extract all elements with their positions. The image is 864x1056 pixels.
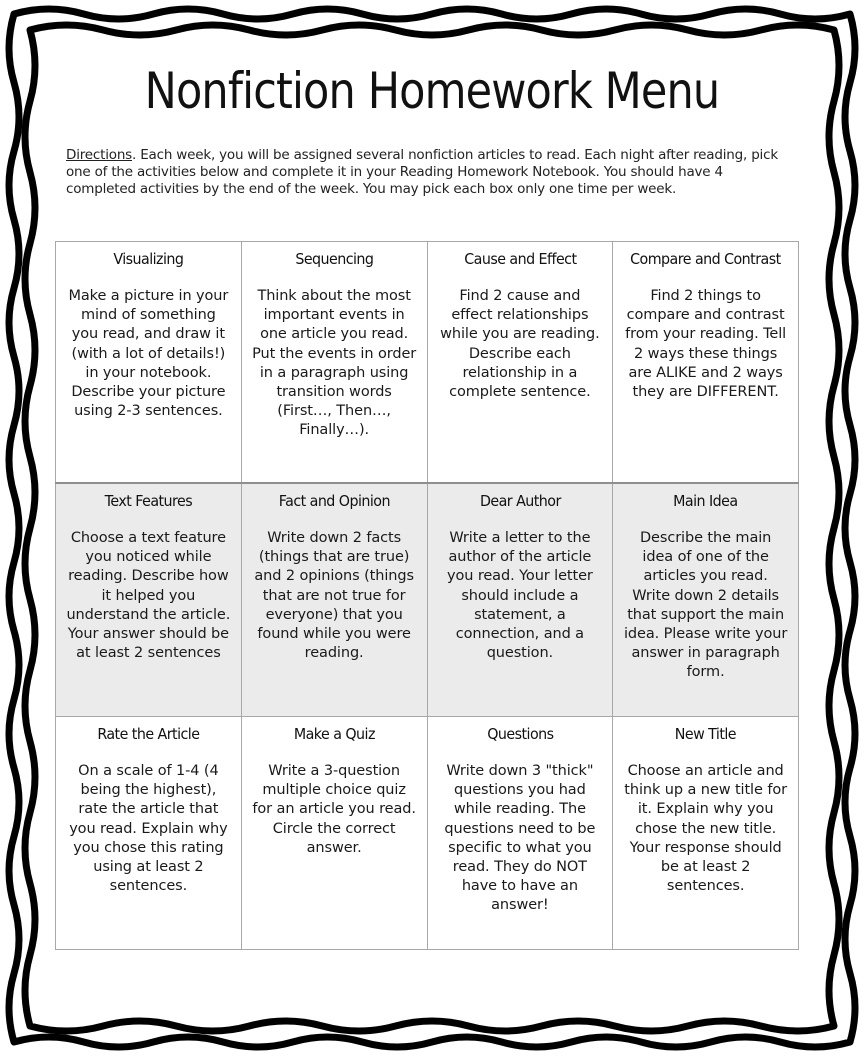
menu-cell-questions [427,717,613,950]
cell-title: Text Features [104,492,193,510]
menu-cell-dear-author [427,483,613,717]
directions-text: . Each week, you will be assigned several nonfiction articles to read. Each night after reading, pick one of the activities below and complete it in your Reading Homework Notebook. You should have 4 completed activities by the end of the week. You may pick each box only one time per week. [66,147,778,197]
cell-title: Make a Quiz [293,725,375,743]
cell-body: Describe the main idea of one of the articles you read. Write down 2 details that support the main idea. Please write your answer in paragraph form. [623,530,788,681]
menu-cell-main-idea [613,483,799,717]
cell-title: Cause and Effect [463,250,576,268]
cell-body: Think about the most important events in one article you read. Put the events in order in a paragraph using transition words (First…, Then…, Finally…). [252,288,417,439]
menu-cell-sequencing [241,242,427,484]
menu-cell-text-features [56,483,242,717]
cell-body: Choose a text feature you noticed while reading. Describe how it helped you understand the article. Your answer should be at least 2 sentences [66,530,231,662]
menu-cell-new-title [613,717,799,950]
cell-title: Dear Author [479,492,561,510]
menu-cell-compare-and-contrast [613,242,799,484]
cell-body: Make a picture in your mind of something you read, and draw it (with a lot of details!) in your notebook. Describe your picture using 2-3 sentences. [68,288,229,420]
cell-body: Choose an article and think up a new title for it. Explain why you chose the new title. Your response should be at least 2 sentences. [624,763,787,895]
cell-title: Sequencing [295,250,374,268]
cell-body: Write a letter to the author of the article you read. Your letter should include a statement, a connection, and a question. [446,530,593,662]
homework-menu-grid [55,241,799,950]
directions-label: Directions [66,147,133,163]
menu-row [56,483,799,717]
cell-body: Write down 2 facts (things that are true) and 2 opinions (things that are not true for everyone) that you found while you were reading. [254,530,414,662]
cell-title: Visualizing [113,250,184,268]
cell-title: Compare and Contrast [630,250,781,268]
cell-body: Write a 3-question multiple choice quiz for an article you read. Circle the correct answer. [252,763,416,856]
menu-row [56,242,799,484]
cell-title: New Title [675,725,737,743]
menu-row [56,717,799,950]
menu-cell-rate-the-article [56,717,242,950]
page-title: Nonfiction Homework Menu [144,62,720,120]
cell-title: Main Idea [673,492,738,510]
menu-cell-make-a-quiz [241,717,427,950]
cell-body: Write down 3 "thick" questions you had while reading. The questions need to be specific to what you read. They do NOT have to have an answer! [444,763,596,914]
cell-title: Fact and Opinion [278,492,390,510]
menu-cell-fact-and-opinion [241,483,427,717]
cell-body: On a scale of 1-4 (4 being the highest), rate the article that you read. Explain why you chose this rating using at least 2 sentences. [69,763,228,895]
menu-cell-cause-and-effect [427,242,613,484]
cell-title: Questions [486,725,553,743]
directions-paragraph [66,147,794,198]
cell-body: Find 2 things to compare and contrast from your reading. Tell 2 ways these things are ALIKE and 2 ways they are DIFFERENT. [625,288,787,401]
cell-title: Rate the Article [97,725,200,743]
menu-cell-visualizing [56,242,242,484]
cell-body: Find 2 cause and effect relationships while you are reading. Describe each relationship in a complete sentence. [440,288,600,401]
